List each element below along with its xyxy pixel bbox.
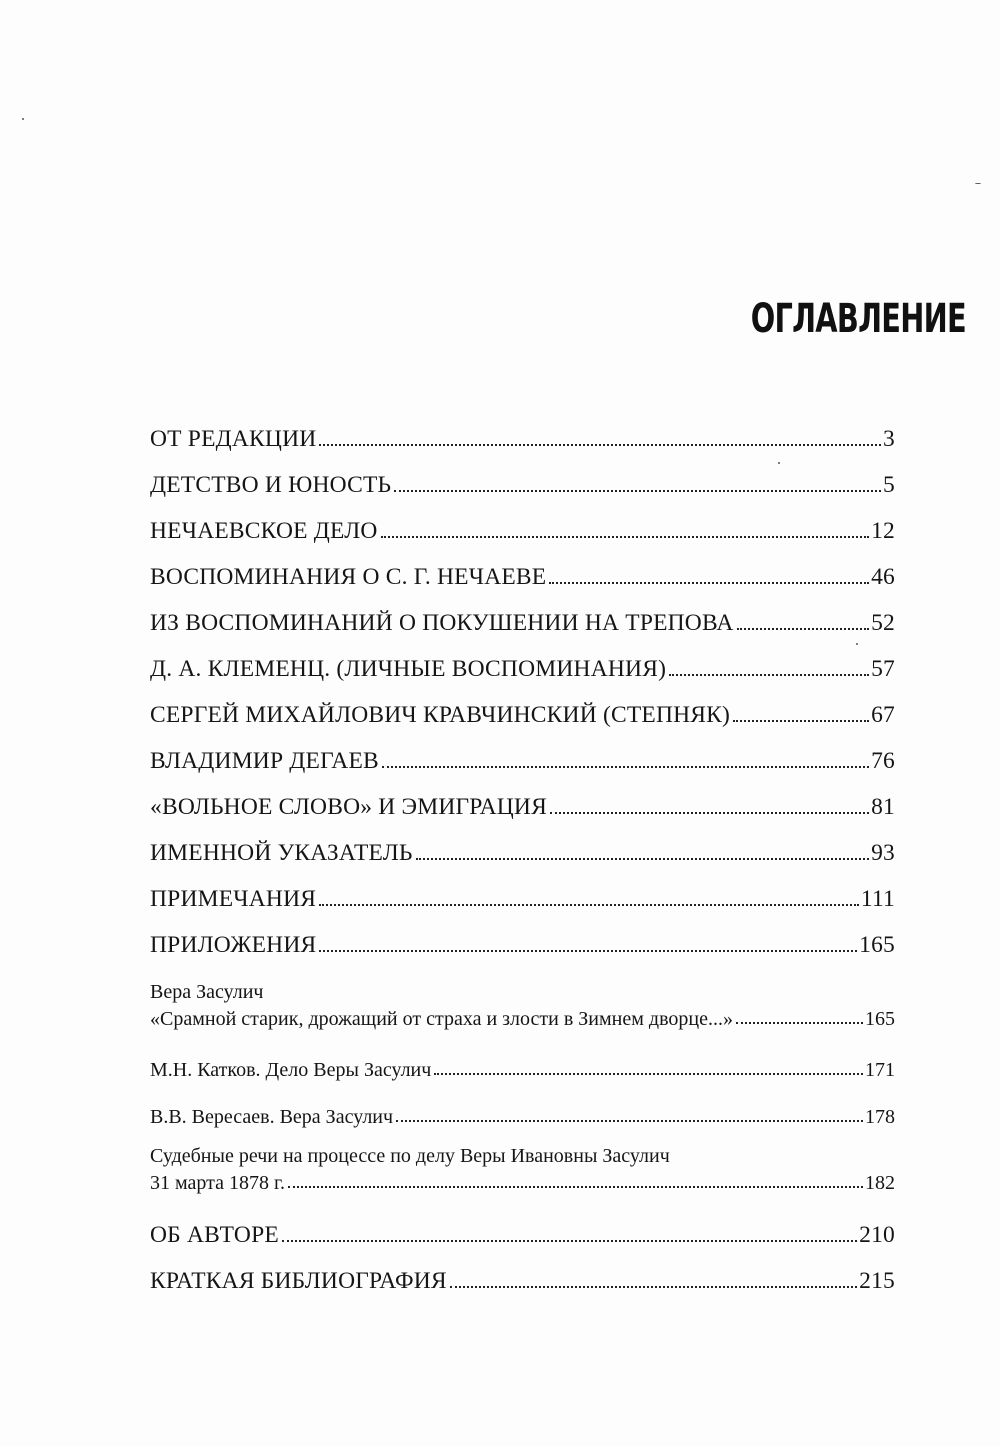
toc-entry-title: ВЛАДИМИР ДЕГАЕВ — [150, 747, 379, 774]
toc-entry[interactable] — [150, 727, 895, 773]
toc-subentry-title: «Срамной старик, дрожащий от страха и злости в Зимнем дворце...» — [150, 1008, 733, 1030]
toc-entry[interactable] — [150, 865, 895, 911]
toc-entry[interactable] — [150, 589, 895, 635]
toc-entry-page: 12 — [871, 517, 895, 544]
toc-entry-page: 76 — [871, 747, 895, 774]
toc-entry-page: 57 — [871, 655, 895, 682]
toc-entry[interactable] — [150, 819, 895, 865]
toc-entry-title: ПРИЛОЖЕНИЯ — [150, 931, 317, 958]
dot-leader — [382, 766, 869, 768]
dot-leader — [434, 1073, 863, 1075]
toc-subentry-page: 178 — [865, 1106, 895, 1128]
toc-entry-title: НЕЧАЕВСКОЕ ДЕЛО — [150, 517, 378, 544]
dot-leader — [319, 444, 881, 446]
scan-speck — [975, 183, 981, 184]
dot-leader — [737, 628, 870, 630]
toc-entry-title: КРАТКАЯ БИБЛИОГРАФИЯ — [150, 1267, 447, 1294]
toc-subentry-page: 171 — [865, 1059, 895, 1081]
dot-leader — [394, 490, 881, 492]
toc-entry-title: СЕРГЕЙ МИХАЙЛОВИЧ КРАВЧИНСКИЙ (СТЕПНЯК) — [150, 701, 731, 728]
toc-entry[interactable] — [150, 635, 895, 681]
toc-subentry-author: Вера Засулич — [150, 981, 264, 1003]
toc-entry-title: «ВОЛЬНОЕ СЛОВО» И ЭМИГРАЦИЯ — [150, 793, 547, 820]
toc-entry-page: 52 — [871, 609, 895, 636]
dot-leader — [282, 1240, 857, 1242]
toc-entry-page: 5 — [883, 471, 895, 498]
toc-subentry-heading: Судебные речи на процессе по делу Веры Ивановны Засулич — [150, 1145, 670, 1167]
toc-entry[interactable] — [150, 405, 895, 451]
toc-entry-title: Д. А. КЛЕМЕНЦ. (ЛИЧНЫЕ ВОСПОМИНАНИЯ) — [150, 655, 667, 682]
toc-entry-page: 210 — [859, 1221, 895, 1248]
toc-subentry[interactable] — [150, 1080, 895, 1127]
toc-entry-page: 46 — [871, 563, 895, 590]
toc-entry[interactable] — [150, 1201, 895, 1247]
dot-leader — [288, 1186, 863, 1188]
dot-leader — [319, 904, 859, 906]
toc-entry-title: ОБ АВТОРЕ — [150, 1221, 279, 1248]
dot-leader — [416, 858, 870, 860]
toc-subentry-title: 31 марта 1878 г. — [150, 1172, 285, 1194]
scan-speck — [22, 118, 24, 120]
toc-subentry[interactable] — [150, 979, 895, 1029]
toc-entry-page: 93 — [871, 839, 895, 866]
toc-entry-title: ВОСПОМИНАНИЯ О С. Г. НЕЧАЕВЕ — [150, 563, 547, 590]
toc-subentry[interactable] — [150, 1143, 895, 1193]
dot-leader — [319, 950, 857, 952]
dot-leader — [549, 582, 869, 584]
toc-entry-title: ИМЕННОЙ УКАЗАТЕЛЬ — [150, 839, 413, 866]
toc-subentry-title: В.В. Вересаев. Вера Засулич — [150, 1106, 394, 1128]
toc-entry-title: ОТ РЕДАКЦИИ — [150, 425, 317, 452]
page-title: ОГЛАВЛЕНИЕ — [750, 296, 966, 342]
toc-entry[interactable] — [150, 543, 895, 589]
dot-leader — [669, 674, 869, 676]
toc-entry-page: 3 — [883, 425, 895, 452]
dot-leader — [550, 812, 869, 814]
dot-leader — [396, 1120, 863, 1122]
dot-leader — [450, 1286, 857, 1288]
toc-entry[interactable] — [150, 1247, 895, 1293]
toc-entry-title: ИЗ ВОСПОМИНАНИЙ О ПОКУШЕНИИ НА ТРЕПОВА — [150, 609, 734, 636]
toc-entry-page: 81 — [871, 793, 895, 820]
dot-leader — [736, 1022, 863, 1024]
toc-entry[interactable] — [150, 497, 895, 543]
toc-entry-page: 67 — [871, 701, 895, 728]
toc-subentry-page: 165 — [865, 1008, 895, 1030]
toc-entry-page: 165 — [859, 931, 895, 958]
toc-entry-title: ДЕТСТВО И ЮНОСТЬ — [150, 471, 392, 498]
toc-entry[interactable] — [150, 681, 895, 727]
toc-entry[interactable] — [150, 911, 895, 957]
toc-entry-page: 215 — [859, 1267, 895, 1294]
toc-entry[interactable] — [150, 451, 895, 497]
dot-leader — [733, 720, 869, 722]
dot-leader — [381, 536, 870, 538]
toc-entry-page: 111 — [860, 885, 895, 912]
toc-entry-title: ПРИМЕЧАНИЯ — [150, 885, 317, 912]
table-of-contents — [150, 405, 895, 1293]
toc-subentry[interactable] — [150, 1033, 895, 1080]
toc-subentry-page: 182 — [865, 1172, 895, 1194]
toc-subentry-title: М.Н. Катков. Дело Веры Засулич — [150, 1059, 432, 1081]
toc-entry[interactable] — [150, 773, 895, 819]
